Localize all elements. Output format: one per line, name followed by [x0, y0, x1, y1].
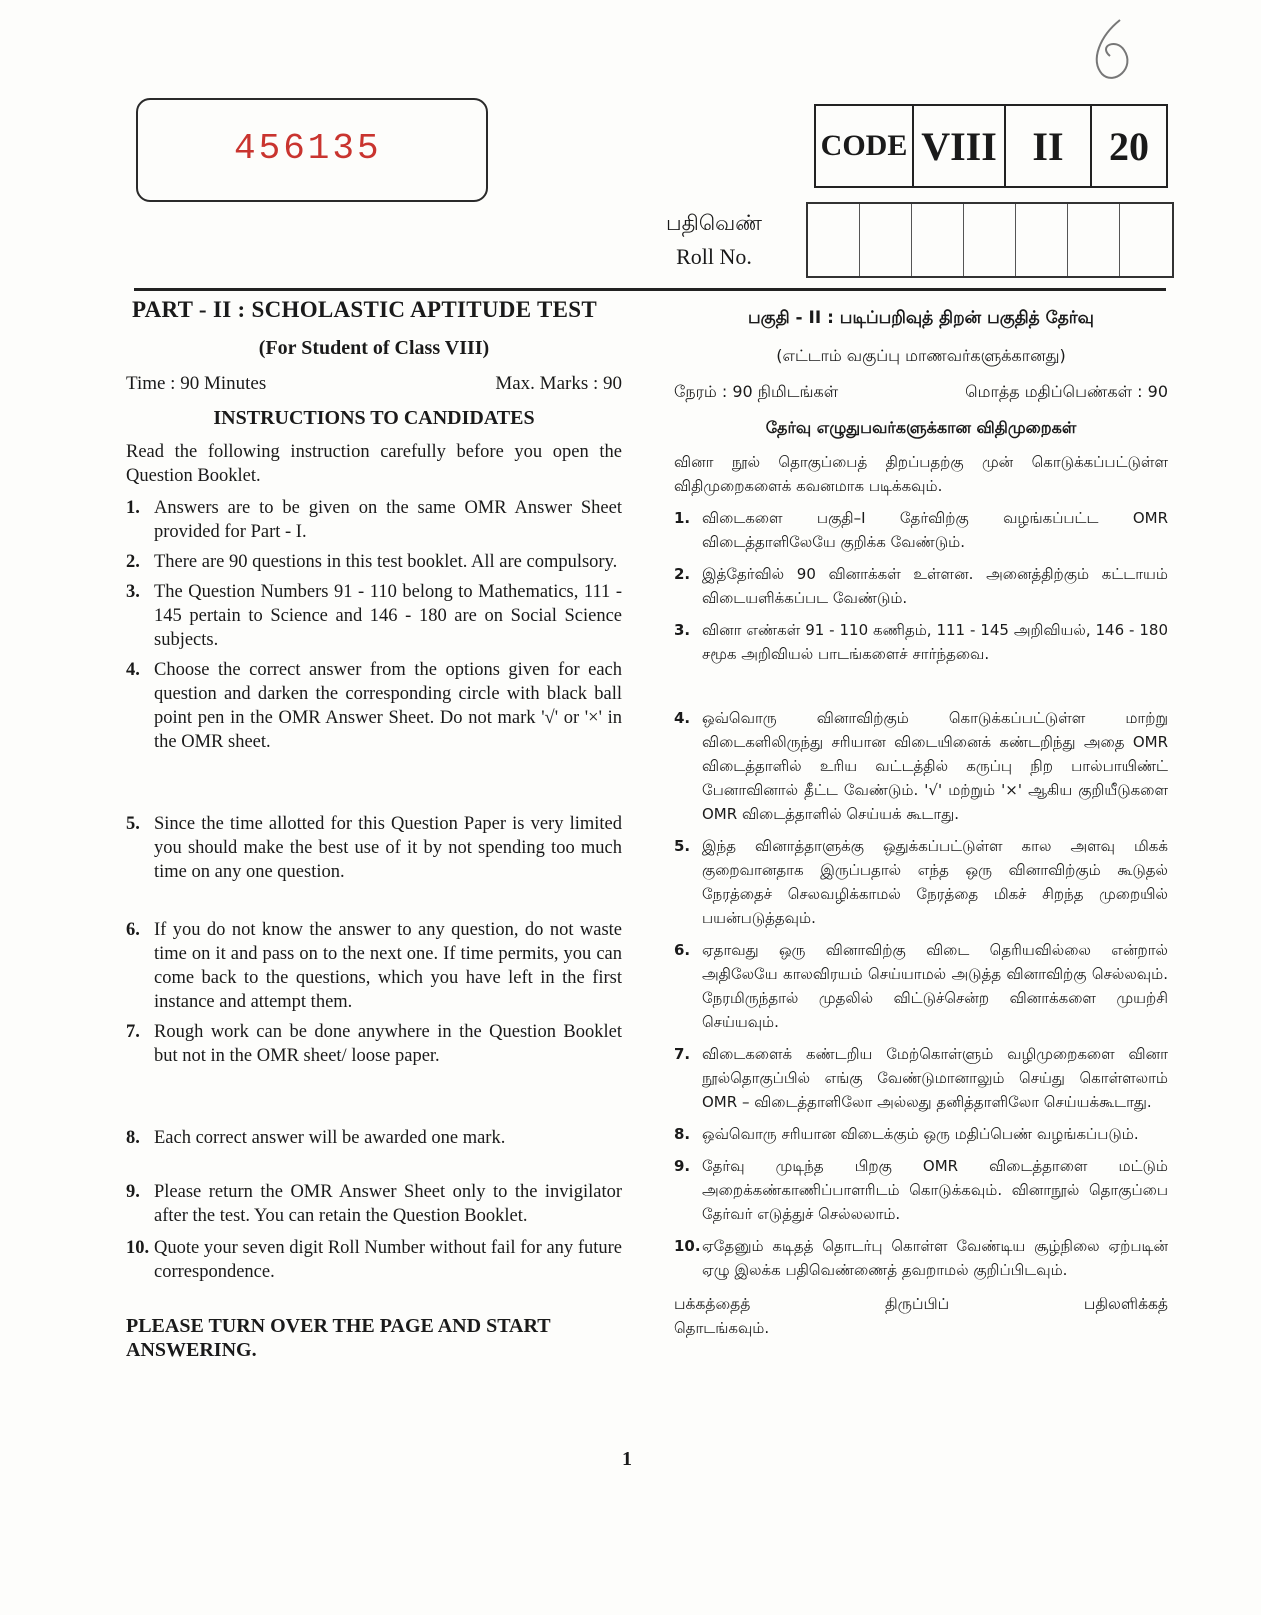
serial-number: 456135: [234, 128, 382, 169]
max-marks-tamil: மொத்த மதிப்பெண்கள் : 90: [965, 382, 1168, 401]
roll-digit-box[interactable]: [1120, 204, 1172, 276]
time-marks-english: [126, 372, 622, 396]
instructions-intro-english: Read the following instruction carefully before you open the Question Booklet.: [126, 442, 622, 486]
roll-digit-box[interactable]: [860, 204, 912, 276]
page-number: 1: [622, 1448, 632, 1470]
instruction-item: 9. Please return the OMR Answer Sheet only to the invigilator after the test. You can retain the Question Booklet.: [126, 1182, 622, 1226]
instruction-item: 2. There are 90 questions in this test booklet. All are compulsory.: [126, 552, 618, 572]
class-line-tamil: (எட்டாம் வகுப்பு மாணவர்களுக்கானது): [776, 346, 1066, 365]
instruction-item-tamil: 2. இத்தேர்வில் 90 வினாக்கள் உள்ளன. அனைத்திற்கும் கட்டாயம் விடையளிக்கப்பட வேண்டும்.: [674, 565, 1168, 607]
part-title-tamil: பகுதி - II : படிப்பறிவுத் திறன் பகுதித் தேர்வு: [748, 308, 1094, 328]
roll-digit-box[interactable]: [808, 204, 860, 276]
code-part: II: [1006, 106, 1092, 186]
instruction-item: 4. Choose the correct answer from the options given for each question and darken the corresponding circle with black ball point pen in the OMR Answer Sheet. Do not mark '√' or '×' in the OMR sheet.: [126, 660, 622, 752]
code-label: CODE: [816, 106, 914, 186]
time-english: Time : 90 Minutes: [126, 373, 267, 394]
instruction-item: 8. Each correct answer will be awarded one mark.: [126, 1128, 506, 1148]
instruction-item-tamil: 1. விடைகளை பகுதி–I தேர்விற்கு வழங்கப்பட்ட OMR விடைத்தாளிலேயே குறிக்க வேண்டும்.: [674, 509, 1168, 551]
time-tamil: நேரம் : 90 நிமிடங்கள்: [674, 382, 839, 401]
roll-number-grid[interactable]: [806, 202, 1174, 278]
roll-label-english: Roll No.: [676, 244, 752, 269]
signature-mark: [1080, 16, 1150, 86]
instruction-item-tamil: 7. விடைகளைக் கண்டறிய மேற்கொள்ளும் வழிமுறைகளை வினா நூல்தொகுப்பில் எங்கு வேண்டுமானாலும் செய்து கொள்ளலாம் OMR – விடைத்தாளிலோ அல்லது தனித்தாளிலோ செய்யக்கூடாது.: [674, 1045, 1168, 1111]
roll-digit-box[interactable]: [1068, 204, 1120, 276]
instruction-item: 5. Since the time allotted for this Question Paper is very limited you should make the best use of it by not spending too much time on any one question.: [126, 814, 622, 882]
instruction-item-tamil: 5. இந்த வினாத்தாளுக்கு ஒதுக்கப்பட்டுள்ள கால அளவு மிகக் குறைவானதாக இருப்பதால் எந்த ஒரு வினாவிற்கும் கூடுதல் நேரத்தைச் செலவழிக்காமல் நேரத்தை மிகச் சிறந்த முறையில் பயன்படுத்தவும்.: [674, 837, 1168, 927]
time-marks-tamil: [674, 380, 1168, 404]
code-table: [814, 104, 1168, 188]
code-class: VIII: [914, 106, 1006, 186]
instruction-item: 7. Rough work can be done anywhere in the Question Booklet but not in the OMR sheet/ loose paper.: [126, 1022, 622, 1066]
instructions-intro-tamil: வினா நூல் தொகுப்பைத் திறப்பதற்கு முன் கொடுக்கப்பட்டுள்ள விதிமுறைகளைக் கவனமாக படிக்கவும்.: [674, 453, 1168, 495]
instruction-item: 3. The Question Numbers 91 - 110 belong to Mathematics, 111 - 145 pertain to Science and 146 - 180 are on Social Science subjects.: [126, 582, 622, 650]
tamil-column: [674, 306, 1168, 1340]
turn-over-note-english: PLEASE TURN OVER THE PAGE AND START ANSWERING.: [126, 1315, 551, 1361]
instruction-item-tamil: 9. தேர்வு முடிந்த பிறகு OMR விடைத்தாளை மட்டும் அறைக்கண்காணிப்பாளரிடம் கொடுக்கவும். வினாநூல் தொகுப்பை தேர்வர் எடுத்துச் செல்லலாம்.: [674, 1157, 1168, 1223]
instruction-item: 10. Quote your seven digit Roll Number without fail for any future correspondence.: [126, 1238, 622, 1282]
instruction-item-tamil: 3. வினா எண்கள் 91 - 110 கணிதம், 111 - 145 அறிவியல், 146 - 180 சமூக அறிவியல் பாடங்களைச் சார்ந்தவை.: [674, 621, 1168, 663]
roll-digit-box[interactable]: [964, 204, 1016, 276]
english-column: [126, 298, 622, 1362]
part-title-english: PART - II : SCHOLASTIC APTITUDE TEST: [132, 297, 598, 322]
roll-number-label: [666, 206, 762, 274]
roll-digit-box[interactable]: [912, 204, 964, 276]
roll-digit-box[interactable]: [1016, 204, 1068, 276]
max-marks-english: Max. Marks : 90: [495, 373, 622, 394]
instruction-item-tamil: 10. ஏதேனும் கடிதத் தொடர்பு கொள்ள வேண்டிய சூழ்நிலை ஏற்படின் ஏழு இலக்க பதிவெண்ணைத் தவறாமல் குறிப்பிடவும்.: [674, 1237, 1168, 1279]
instruction-item-tamil: 6. ஏதாவது ஒரு வினாவிற்கு விடை தெரியவில்லை என்றால் அதிலேயே காலவிரயம் செய்யாமல் அடுத்த வினாவிற்கு செல்லவும். நேரமிருந்தால் முதலில் விட்டுச்சென்ற வினாக்களை முயற்சி செய்யவும்.: [674, 941, 1168, 1031]
instruction-item-tamil: 4. ஒவ்வொரு வினாவிற்கும் கொடுக்கப்பட்டுள்ள மாற்று விடைகளிலிருந்து சரியான விடையினைக் கண்டறிந்து அதை OMR விடைத்தாளில் உரிய வட்டத்தில் கருப்பு நிற பால்பாயிண்ட் பேனாவினால் தீட்ட வேண்டும். '√' மற்றும் '×' ஆகிய குறியீடுகளை OMR விடைத்தாளில் செய்யக் கூடாது.: [674, 709, 1168, 823]
roll-label-tamil: பதிவெண்: [666, 211, 762, 235]
instructions-heading-english: INSTRUCTIONS TO CANDIDATES: [213, 407, 535, 429]
instruction-item: 1. Answers are to be given on the same OMR Answer Sheet provided for Part - I.: [126, 498, 622, 542]
instructions-heading-tamil: தேர்வு எழுதுபவர்களுக்கான விதிமுறைகள்: [765, 418, 1077, 437]
class-line-english: (For Student of Class VIII): [258, 337, 490, 359]
turn-over-note-tamil-end: தொடங்கவும்.: [674, 1319, 770, 1337]
code-number: 20: [1109, 123, 1149, 169]
instruction-item-tamil: 8. ஒவ்வொரு சரியான விடைக்கும் ஒரு மதிப்பெண் வழங்கப்படும்.: [674, 1125, 1139, 1143]
header-rule: [134, 288, 1166, 291]
turn-over-note-tamil: பக்கத்தைத் திருப்பிப் பதிலளிக்கத்: [674, 1295, 1168, 1313]
instruction-item: 6. If you do not know the answer to any question, do not waste time on it and pass on to the next one. If time permits, you can come back to the questions, which you have left in the first instance and attempt them.: [126, 920, 622, 1012]
